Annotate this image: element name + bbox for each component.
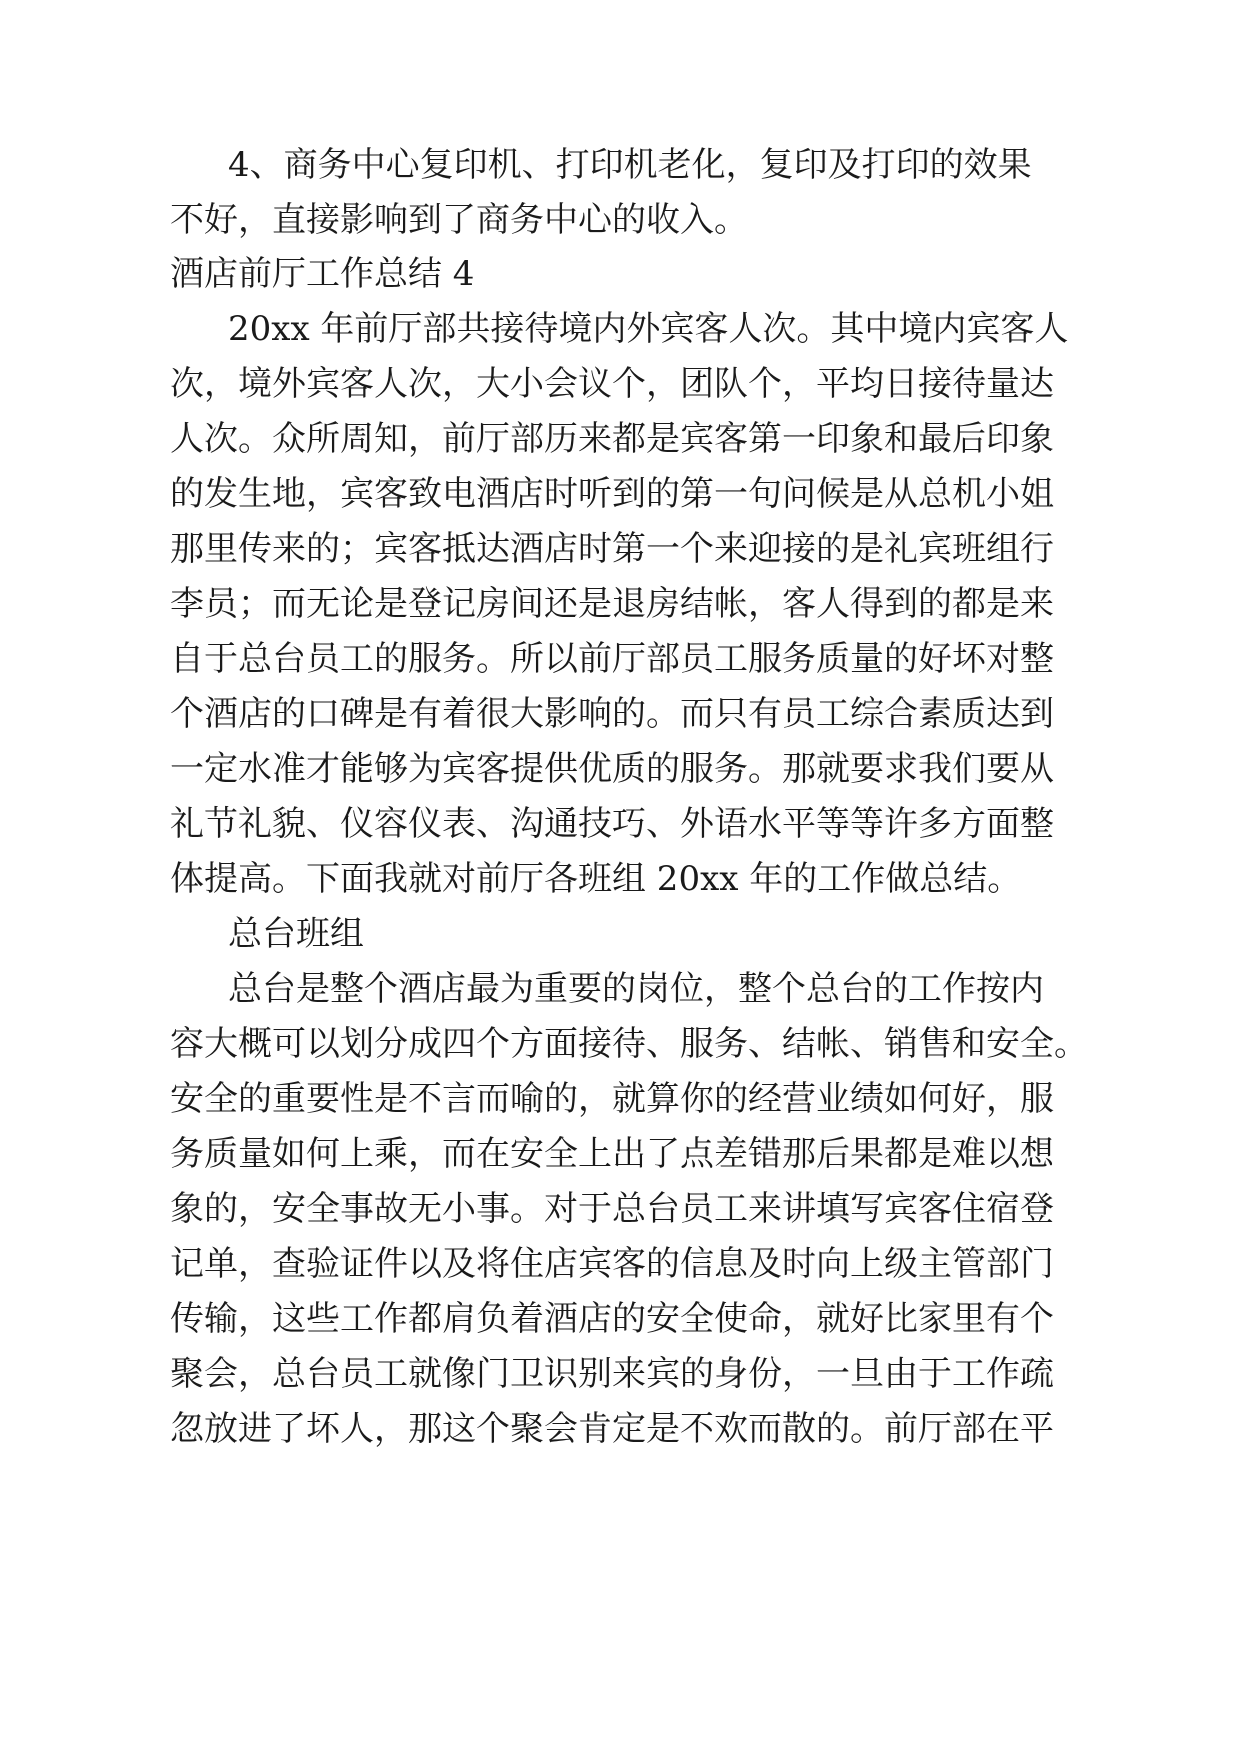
paragraph-line: 传输，这些工作都肩负着酒店的安全使命，就好比家里有个 bbox=[170, 1299, 1054, 1339]
paragraph-line: 礼节礼貌、仪容仪表、沟通技巧、外语水平等等许多方面整 bbox=[170, 804, 1054, 844]
paragraph-line: 一定水准才能够为宾客提供优质的服务。那就要求我们要从 bbox=[170, 749, 1054, 789]
section-heading: 酒店前厅工作总结 4 bbox=[170, 254, 475, 294]
paragraph-line: 象的，安全事故无小事。对于总台员工来讲填写宾客住宿登 bbox=[170, 1189, 1054, 1229]
paragraph-line: 容大概可以划分成四个方面接待、服务、结帐、销售和安全。 bbox=[170, 1024, 1088, 1064]
paragraph-line: 次，境外宾客人次，大小会议个，团队个，平均日接待量达 bbox=[170, 364, 1054, 404]
paragraph-line: 体提高。下面我就对前厅各班组 20xx 年的工作做总结。 bbox=[170, 859, 1022, 899]
paragraph-line: 个酒店的口碑是有着很大影响的。而只有员工综合素质达到 bbox=[170, 694, 1054, 734]
paragraph-line: 的发生地，宾客致电酒店时听到的第一句问候是从总机小姐 bbox=[170, 474, 1054, 514]
paragraph-line: 忽放进了坏人，那这个聚会肯定是不欢而散的。前厅部在平 bbox=[170, 1409, 1054, 1449]
paragraph-line: 聚会，总台员工就像门卫识别来宾的身份，一旦由于工作疏 bbox=[170, 1354, 1054, 1394]
paragraph-line: 20xx 年前厅部共接待境内外宾客人次。其中境内宾客人 bbox=[228, 309, 1069, 349]
subsection-heading: 总台班组 bbox=[228, 914, 364, 954]
paragraph-line: 李员；而无论是登记房间还是退房结帐，客人得到的都是来 bbox=[170, 584, 1054, 624]
paragraph-line: 安全的重要性是不言而喻的，就算你的经营业绩如何好，服 bbox=[170, 1079, 1054, 1119]
paragraph-line: 记单，查验证件以及将住店宾客的信息及时向上级主管部门 bbox=[170, 1244, 1054, 1284]
paragraph-line: 总台是整个酒店最为重要的岗位，整个总台的工作按内 bbox=[228, 969, 1044, 1009]
paragraph-line: 自于总台员工的服务。所以前厅部员工服务质量的好坏对整 bbox=[170, 639, 1054, 679]
paragraph-line: 人次。众所周知，前厅部历来都是宾客第一印象和最后印象 bbox=[170, 419, 1054, 459]
paragraph-line: 那里传来的；宾客抵达酒店时第一个来迎接的是礼宾班组行 bbox=[170, 529, 1054, 569]
paragraph-line: 不好，直接影响到了商务中心的收入。 bbox=[170, 200, 748, 240]
paragraph-line: 务质量如何上乘，而在安全上出了点差错那后果都是难以想 bbox=[170, 1134, 1054, 1174]
paragraph-line: 4、商务中心复印机、打印机老化，复印及打印的效果 bbox=[228, 145, 1032, 185]
